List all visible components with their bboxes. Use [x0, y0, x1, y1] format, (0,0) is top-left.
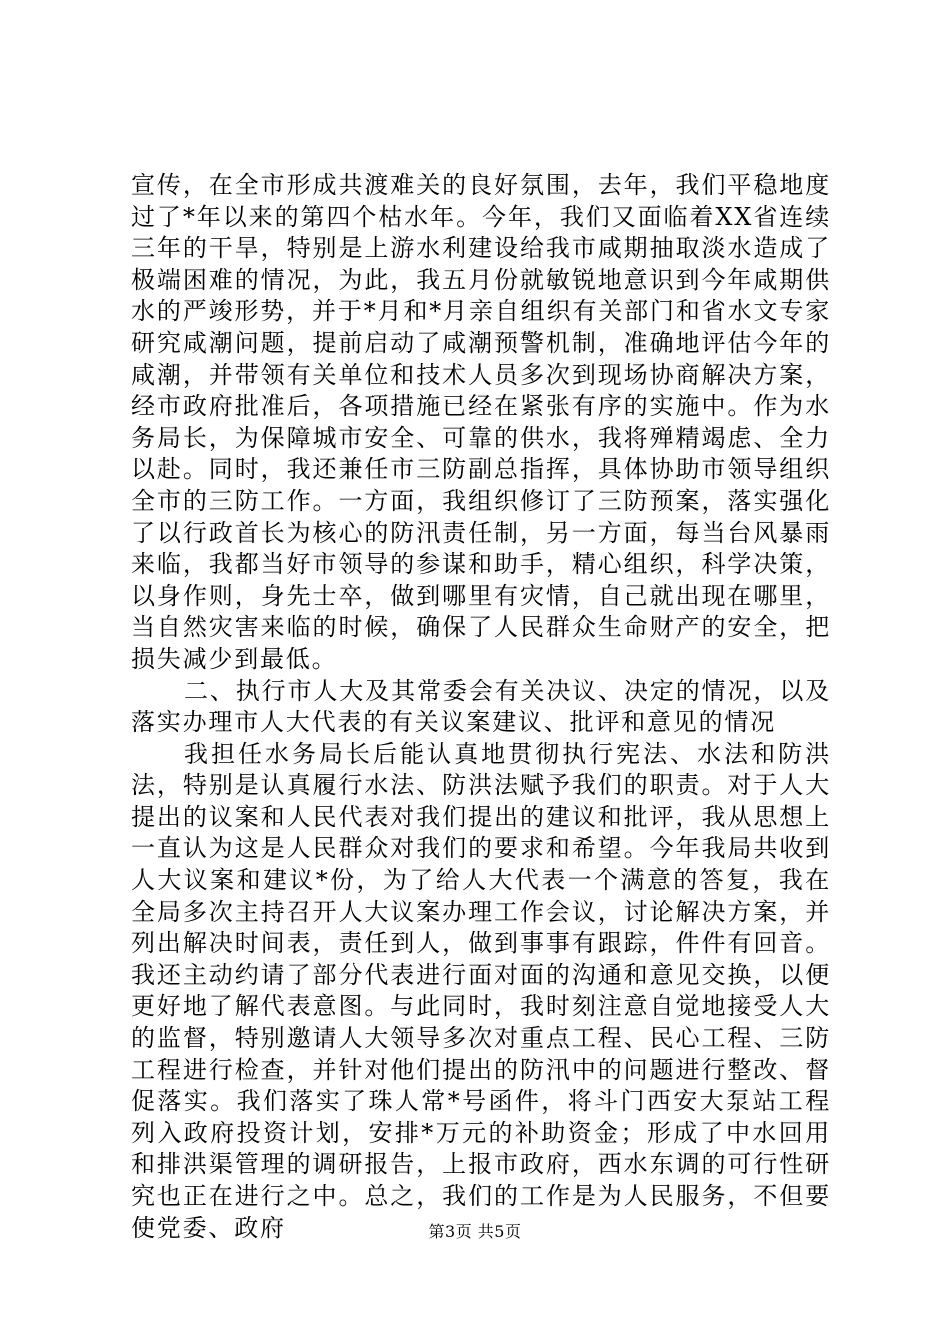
- paragraph-continuation: 宣传，在全市形成共渡难关的良好氛围，去年，我们平稳地度过了*年以来的第四个枯水年。今年，我们又面临着XX省连续三年的干旱，特别是上游水利建设给我市咸期抽取淡水造成了极端困难的情况，为此，我五月份就敏锐地意识到今年咸期供水的严竣形势，并于*月和*月亲自组织有关部门和省水文专家研究咸潮问题，提前启动了咸潮预警机制，准确地评估今年的咸潮，并带领有关单位和技术人员多次到现场协商解决方案，经市政府批准后，各项措施已经在紧张有序的实施中。作为水务局长，为保障城市安全、可靠的供水，我将殚精竭虑、全力以赴。同时，我还兼任市三防副总指挥，具体协助市领导组织全市的三防工作。一方面，我组织修订了三防预案，落实强化了以行政首长为核心的防汛责任制，另一方面，每当台风暴雨来临，我都当好市领导的参谋和助手，精心组织，科学决策，以身作则，身先士卒，做到哪里有灾情，自己就出现在哪里，当自然灾害来临的时候，确保了人民群众生命财产的安全，把损失减少到最低。: [131, 171, 831, 673]
- section-heading-two: 二、执行市人大及其常委会有关决议、决定的情况，以及落实办理市人大代表的有关议案建议、批评和意见的情况: [131, 676, 831, 737]
- document-body: [131, 170, 831, 1244]
- page-footer: 第3页 共5页: [428, 1222, 522, 1241]
- paragraph-section-two-body: 我担任水务局长后能认真地贯彻执行宪法、水法和防洪法，特别是认真履行水法、防洪法赋予我们的职责。对于人大提出的议案和人民代表对我们提出的建议和批评，我从思想上一直认为这是人民群众对我们的要求和希望。今年我局共收到人大议案和建议*份，为了给人大代表一个满意的答复，我在全局多次主持召开人大议案办理工作会议，讨论解决方案，并列出解决时间表，责任到人，做到事事有跟踪，件件有回音。我还主动约请了部分代表进行面对面的沟通和意见交换，以便更好地了解代表意图。与此同时，我时刻注意自觉地接受人大的监督，特别邀请人大领导多次对重点工程、民心工程、三防工程进行检查，并针对他们提出的防汛中的问题进行整改、督促落实。我们落实了珠人常*号函件，将斗门西安大泵站工程列入政府投资计划，安排*万元的补助资金；形成了中水回用和排洪渠管理的调研报告，上报市政府，西水东调的可行性研究也正在进行之中。总之，我们的工作是为人民服务，不但要使党委、政府: [131, 739, 831, 1242]
